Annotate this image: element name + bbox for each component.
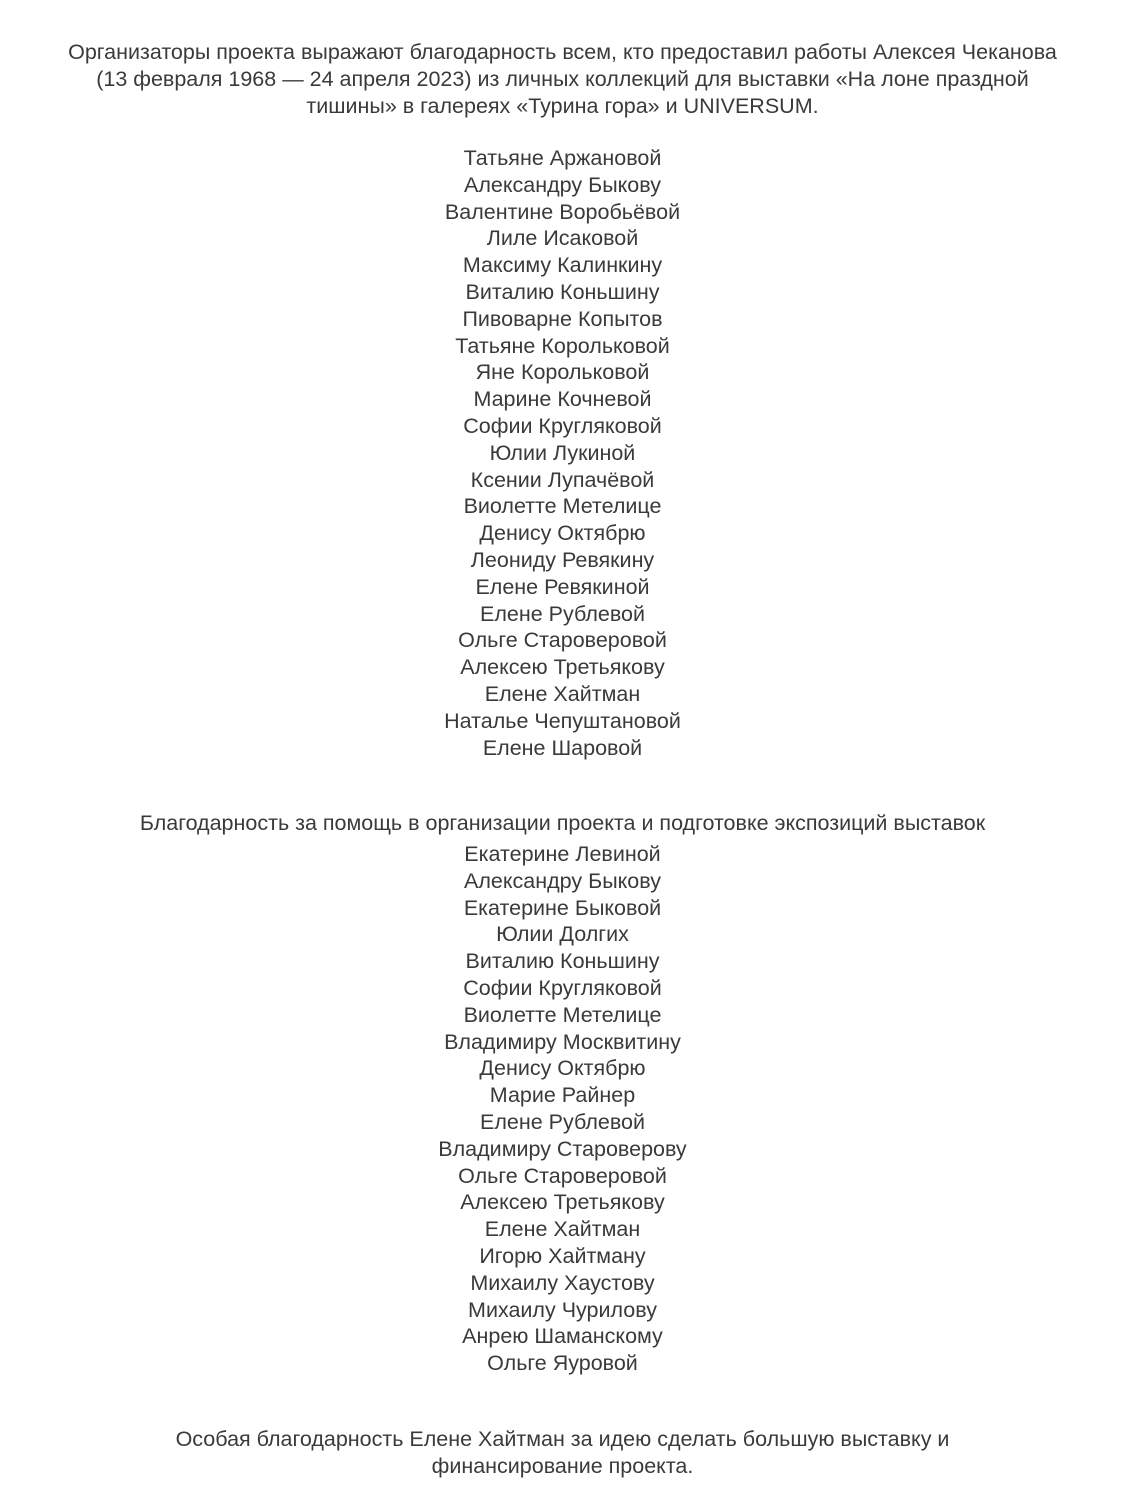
list-item: Виталию Коньшину: [465, 279, 660, 304]
list-item: Елене Хайтман: [484, 681, 641, 706]
list-item: Владимиру Староверову: [438, 1136, 687, 1161]
list-item: Ольге Староверовой: [458, 628, 667, 653]
list-item: Денису Октябрю: [479, 1056, 646, 1081]
list-item: Александру Быкову: [464, 172, 661, 197]
list-item: Яне Корольковой: [475, 360, 650, 385]
list-item: Наталье Чепуштановой: [444, 708, 681, 733]
list-item: Анрею Шаманскому: [462, 1324, 663, 1349]
list-item: Виолетте Метелице: [463, 1002, 662, 1027]
helpers-list: [0, 841, 1125, 1377]
closing-paragraph: Особая благодарность Елене Хайтман за идею сделать большую выставку и финансирование проекта.: [175, 1426, 950, 1478]
list-item: Юлии Долгих: [496, 922, 629, 947]
list-item: Елене Ревякиной: [475, 574, 650, 599]
list-item: Михаилу Чурилову: [468, 1297, 657, 1322]
list-item: Татьяне Аржановой: [463, 146, 662, 170]
list-item: Михаилу Хаустову: [470, 1270, 655, 1295]
list-item: Максиму Калинкину: [462, 253, 663, 278]
list-item: Софии Кругляковой: [463, 975, 662, 1000]
lenders-list: [0, 145, 1125, 761]
list-item: Игорю Хайтману: [479, 1243, 646, 1268]
list-item: Пивоварне Копытов: [462, 306, 663, 331]
list-item: Алексею Третьякову: [460, 655, 665, 680]
list-item: Елене Рублевой: [480, 1109, 645, 1134]
list-item: Юлии Лукиной: [489, 440, 636, 465]
list-item: Елене Шаровой: [482, 735, 643, 760]
organization-heading: Благодарность за помощь в организации проекта и подготовке экспозиций выставок: [139, 810, 986, 835]
list-item: Виталию Коньшину: [465, 949, 660, 974]
list-item: Татьяне Корольковой: [455, 333, 670, 358]
list-item: Софии Кругляковой: [463, 413, 662, 438]
list-item: Ксении Лупачёвой: [470, 467, 655, 492]
list-item: Александру Быкову: [464, 868, 661, 893]
list-item: Леониду Ревякину: [470, 547, 655, 572]
list-item: Марие Райнер: [489, 1083, 636, 1108]
list-item: Валентине Воробьёвой: [444, 199, 681, 224]
list-item: Виолетте Метелице: [463, 494, 662, 519]
intro-paragraph: Организаторы проекта выражают благодарность всем, кто предоставил работы Алексея Чеканова (13 февраля 1968 — 24 апреля 2023) из личных коллекций для выставки «На лоне праздной тишины» в галереях «Турина гора» и UNIVERSUM.: [68, 40, 1057, 118]
list-item: Екатерине Левиной: [464, 842, 661, 866]
list-item: Екатерине Быковой: [463, 895, 662, 920]
list-item: Денису Октябрю: [479, 521, 646, 546]
list-item: Ольге Яуровой: [487, 1351, 638, 1376]
list-item: Елене Хайтман: [484, 1217, 641, 1242]
list-item: Владимиру Москвитину: [444, 1029, 681, 1054]
list-item: Марине Кочневой: [473, 387, 652, 412]
list-item: Алексею Третьякову: [460, 1190, 665, 1215]
list-item: Ольге Староверовой: [458, 1163, 667, 1188]
list-item: Елене Рублевой: [480, 601, 645, 626]
list-item: Лиле Исаковой: [486, 226, 639, 251]
